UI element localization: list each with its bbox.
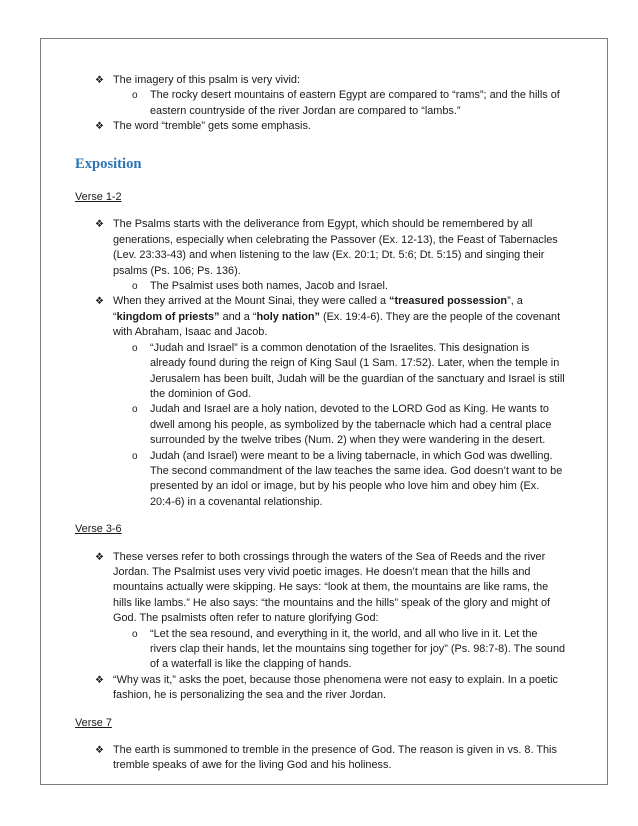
bullet-item	[75, 119, 567, 134]
sub-bullet-item	[75, 341, 567, 403]
verse-heading: Verse 1-2	[75, 191, 122, 204]
bold-phrase: kingdom of priests”	[116, 310, 220, 323]
diamond-bullet-icon: ❖	[95, 121, 104, 133]
sub-bullet-text: “Judah and Israel” is a common denotation of the Israelites. This designation is already found during the reign of King Saul (1 Sam. 17:52). Later, when the temple in Jerusalem has been built, Judah will be the guardian of the sanctuary and Israel is still the dominion of God.	[150, 341, 565, 400]
text-run: When they arrived at the Mount Sinai, they were called a	[113, 295, 390, 308]
circle-bullet-icon: o	[132, 450, 138, 462]
sub-bullet-item	[75, 449, 567, 511]
bullet-text: “Why was it,” asks the poet, because those phenomena were not easy to explain. In a poetic fashion, he is personalizing the sea and the river Jordan.	[113, 673, 558, 702]
bullet-text	[113, 295, 560, 338]
bold-phrase: holy nation”	[256, 310, 320, 323]
bullet-text: The Psalms starts with the deliverance from Egypt, which should be remembered by all generations, especially when celebrating the Passover (Ex. 12-13), the Feast of Tabernacles (Lev. 23:33-43) and when listening to the law (Ex. 20:1; Dt. 5:6; Dt. 5:15) and singing their psalms (Ps. 106; Ps. 136).	[113, 218, 558, 277]
bullet-item	[75, 73, 567, 88]
diamond-bullet-icon: ❖	[95, 219, 104, 231]
verse-heading: Verse 7	[75, 716, 112, 729]
text-run: ”, a “	[113, 295, 523, 323]
text-run: and a “	[219, 310, 257, 323]
sub-bullet-item	[75, 627, 567, 673]
diamond-bullet-icon: ❖	[95, 296, 104, 308]
bold-phrase: “treasured possession	[389, 295, 508, 308]
sub-bullet-text: The rocky desert mountains of eastern Egypt are compared to “rams”; and the hills of eastern countryside of the river Jordan are compared to “lambs.”	[150, 89, 560, 117]
diamond-bullet-icon: ❖	[95, 674, 104, 686]
bullet-item	[75, 673, 567, 704]
document-body	[75, 73, 567, 774]
bullet-item	[75, 294, 567, 340]
bullet-item	[75, 743, 567, 774]
sub-bullet-text: The Psalmist uses both names, Jacob and Israel.	[150, 280, 388, 293]
sub-bullet-text: Judah (and Israel) were meant to be a living tabernacle, in which God was dwelling. The second commandment of the law teaches the same idea. God doesn’t want to be presented by an idol or image, but by his people who love him and obey him (Ex. 20:4-6) in a covenantal relationship.	[150, 449, 563, 508]
bullet-item	[75, 550, 567, 627]
bullet-item	[75, 217, 567, 279]
circle-bullet-icon: o	[132, 404, 138, 416]
diamond-bullet-icon: ❖	[95, 551, 104, 563]
sub-bullet-text: “Let the sea resound, and everything in it, the world, and all who live in it. Let the rivers clap their hands, let the mountains sing together for joy” (Ps. 98:7-8). The sound of a waterfall is like the clapping of hands.	[150, 627, 566, 671]
circle-bullet-icon: o	[132, 281, 138, 293]
sub-bullet-item	[75, 402, 567, 448]
section-heading: Exposition	[75, 155, 142, 172]
sub-bullet-item	[75, 88, 567, 119]
circle-bullet-icon: o	[132, 90, 138, 102]
bullet-text: The word “tremble” gets some emphasis.	[113, 120, 311, 133]
bullet-text: The earth is summoned to tremble in the presence of God. The reason is given in vs. 8. This tremble speaks of awe for the living God and his holiness.	[113, 744, 557, 772]
bullet-text: The imagery of this psalm is very vivid:	[113, 74, 301, 86]
sub-bullet-text: Judah and Israel are a holy nation, devoted to the LORD God as King. He wants to dwell among his people, as symbolized by the tabernacle which had a central place surrounded by the twelve tribes (Num. 2) when they were wandering in the desert.	[150, 403, 552, 447]
circle-bullet-icon: o	[132, 628, 138, 640]
text-run: (Ex. 19:4-6). They are the people of the covenant with Abraham, Isaac and Jacob.	[113, 310, 561, 339]
sub-bullet-item	[75, 279, 567, 294]
diamond-bullet-icon: ❖	[95, 745, 104, 757]
verse-heading: Verse 3-6	[75, 523, 122, 536]
circle-bullet-icon: o	[132, 342, 138, 354]
diamond-bullet-icon: ❖	[95, 75, 104, 86]
bullet-text: These verses refer to both crossings through the waters of the Sea of Reeds and the river Jordan. The Psalmist uses very vivid poetic images. He doesn’t mean that the hills and mountains actually were skipping. He says: “look at them, the mountains are like rams, the hills like lambs.” He also says: “the mountains and the hills” speak of the glory and might of God. The psalmists often refer to nature glorifying God:	[113, 550, 551, 625]
